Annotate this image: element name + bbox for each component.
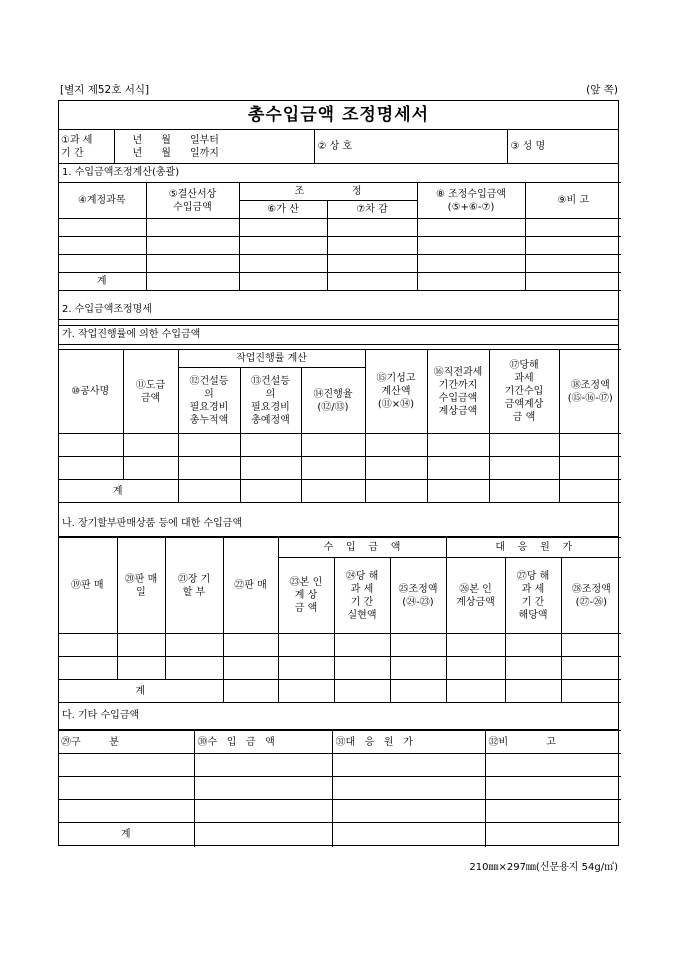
col-adjusted-revenue: ⑧ 조정수입금액 (⑤+⑥-⑦) bbox=[417, 183, 525, 219]
company-field[interactable] bbox=[314, 130, 507, 164]
paper-spec: 210㎜×297㎜(신문용지 54g/㎡) bbox=[469, 862, 618, 873]
col-revenue-adjust: ㉕조정액 (㉔-㉓) bbox=[390, 558, 446, 634]
name-label: ③ 성 명 bbox=[510, 141, 546, 152]
total-row[interactable] bbox=[58, 823, 621, 847]
col-other-cost: ㉛대 응 원 가 bbox=[332, 731, 485, 754]
total-label: 계 bbox=[58, 480, 178, 503]
section1-title: 1. 수입금액조정계산(총괄) bbox=[59, 164, 618, 183]
col-revenue-realized: ㉔당 해 과 세 기 간 실현액 bbox=[334, 558, 390, 634]
page-side-label: (앞 쪽) bbox=[586, 84, 618, 96]
total-row[interactable] bbox=[58, 480, 621, 503]
section2a-table bbox=[58, 349, 621, 503]
total-row[interactable] bbox=[58, 273, 621, 291]
info-table bbox=[58, 129, 619, 164]
col-remark: ⑨비 고 bbox=[525, 183, 621, 219]
tax-period-label: ①과 세 기 간 bbox=[58, 130, 114, 164]
tax-period-from: 년 월 일부터 bbox=[132, 134, 219, 146]
total-label: 계 bbox=[58, 823, 194, 847]
table-row[interactable] bbox=[58, 255, 621, 273]
col-progress-rate: ⑭진행율 (⑫/⑬) bbox=[301, 368, 365, 434]
section2c-title: 다. 기타 수입금액 bbox=[59, 702, 618, 730]
col-progress-calc: 작업진행률 계산 bbox=[178, 350, 365, 368]
table-row[interactable] bbox=[58, 457, 621, 480]
table-row[interactable] bbox=[58, 237, 621, 255]
col-cost-adjust: ㉘조정액 (㉗-㉖) bbox=[561, 558, 621, 634]
col-sale-item: ⑲판 매 bbox=[58, 538, 117, 634]
col-cost-current: ㉗당 해 과 세 기 간 해당액 bbox=[505, 558, 561, 634]
col-prior-revenue: ⑯직전과세 기간까지 수입금액 계상금액 bbox=[427, 350, 489, 434]
col-book-revenue: ⑤결산서상 수입금액 bbox=[146, 183, 239, 219]
form-frame bbox=[58, 100, 619, 846]
table-row[interactable] bbox=[58, 800, 621, 823]
section2b-title: 나. 장기할부판매상품 등에 대한 수입금액 bbox=[59, 511, 618, 537]
table-row[interactable] bbox=[58, 754, 621, 777]
total-label: 계 bbox=[58, 680, 223, 703]
col-installment: ㉑장 기 할 부 bbox=[165, 538, 223, 634]
section2b-table bbox=[58, 537, 621, 703]
name-field[interactable] bbox=[507, 130, 619, 164]
col-cost-book: ㉖본 인 계상금액 bbox=[446, 558, 505, 634]
col-add: ⑥가 산 bbox=[239, 201, 327, 219]
col-cumulative-cost: ⑫건설등 의 필요경비 총누적액 bbox=[178, 368, 240, 434]
col-category: ㉙구 분 bbox=[58, 731, 194, 754]
total-row[interactable] bbox=[58, 680, 621, 703]
table-row[interactable] bbox=[58, 657, 621, 680]
col-revenue-book: ㉓본 인 계 상 금 액 bbox=[278, 558, 334, 634]
col-other-remark: ㉜비 고 bbox=[485, 731, 621, 754]
section2a-title: 가. 작업진행률에 의한 수입금액 bbox=[59, 325, 618, 345]
col-sale-amount: ㉒판 매 bbox=[223, 538, 278, 634]
col-current-revenue: ⑰당해 과세 기간수입 금액계상 금 액 bbox=[489, 350, 559, 434]
col-project: ⑩공사명 bbox=[58, 350, 123, 434]
col-other-amount: ㉚수 입 금 액 bbox=[194, 731, 332, 754]
col-adjust: 조 정 bbox=[239, 183, 417, 201]
col-account: ④계정과목 bbox=[58, 183, 146, 219]
col-earned-amount: ⑮기성고 계산액 (⑪×⑭) bbox=[365, 350, 427, 434]
table-row[interactable] bbox=[58, 777, 621, 800]
section2-title: 2. 수입금액조정명세 bbox=[59, 301, 618, 320]
col-cost-group: 대 응 원 가 bbox=[446, 538, 621, 558]
form-title: 총수입금액 조정명세서 bbox=[59, 101, 618, 130]
tax-period-dates bbox=[114, 130, 314, 164]
company-label: ② 상 호 bbox=[317, 141, 353, 152]
col-revenue-group: 수 입 금 액 bbox=[278, 538, 446, 558]
col-sale-date: ⑳판 매 일 bbox=[117, 538, 165, 634]
col-estimated-cost: ⑬건설등 의 필요경비 총예정액 bbox=[240, 368, 301, 434]
table-row[interactable] bbox=[58, 219, 621, 237]
col-adjust-amount: ⑱조정액 (⑮-⑯-⑰) bbox=[559, 350, 621, 434]
total-label: 계 bbox=[58, 273, 146, 291]
table-row[interactable] bbox=[58, 634, 621, 657]
tax-period-to: 년 월 일까지 bbox=[132, 147, 219, 159]
col-subtract: ⑦차 감 bbox=[327, 201, 417, 219]
col-contract-amount: ⑪도급 금액 bbox=[123, 350, 178, 434]
form-number: [별지 제52호 서식] bbox=[60, 84, 150, 96]
section2c-table bbox=[58, 730, 621, 847]
table-row[interactable] bbox=[58, 434, 621, 457]
section1-table bbox=[58, 182, 621, 291]
